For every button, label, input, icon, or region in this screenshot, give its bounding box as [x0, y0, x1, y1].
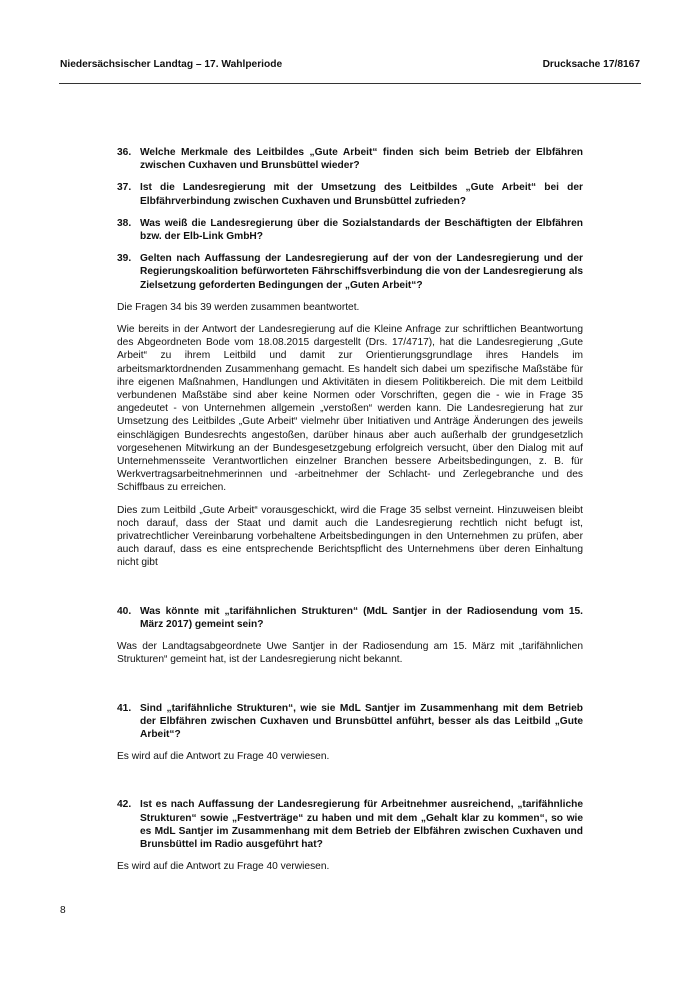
answer-34-39-paragraph-2: Dies zum Leitbild „Gute Arbeit“ vorausgeschickt, wird die Frage 35 selbst verneint. Hinzuweisen bleibt noch darauf, dass der Staat und damit auch die Landesregierung rechtlich nicht befugt ist, privatrechtlicher Vereinbarung vorbehaltene Arbeitsbedingungen in den Unternehmen zu prüfen, aber auch darauf, dass es eine entsprechende Berichtspflicht des Unternehmens über deren Einhaltung nicht gibt — [117, 504, 583, 569]
question-number: 42. — [117, 799, 132, 811]
answer-34-39-intro: Die Fragen 34 bis 39 werden zusammen beantwortet. — [117, 301, 360, 313]
question-number: 41. — [117, 702, 132, 714]
question-number: 38. — [117, 217, 132, 229]
question-text: Ist es nach Auffassung der Landesregierung für Arbeitnehmer ausreichend, „tarifähnliche Strukturen“ sowie „Festverträge“ zu haben und mit dem „Gehalt klar zu kommen“, so wie es MdL Santjer im Zusammenhang mit dem Betrieb der Elbfähren zwischen Cuxhaven und Brunsbüttel im Radio ausgeführt hat? — [140, 799, 583, 850]
spacer — [117, 772, 583, 798]
question-41 — [117, 702, 583, 742]
question-number: 36. — [117, 147, 132, 158]
question-number: 39. — [117, 253, 132, 265]
question-text: Was weiß die Landesregierung über die Sozialstandards der Beschäftigten der Elbfähren bzw. der Elb-Link GmbH? — [140, 217, 583, 243]
question-text: Ist die Landesregierung mit der Umsetzung des Leitbildes „Gute Arbeit“ bei der Elbfährverbindung zwischen Cuxhaven und Brunsbüttel zufrieden? — [140, 182, 583, 207]
question-text: Welche Merkmale des Leitbildes „Gute Arbeit“ finden sich beim Betrieb der Elbfähren zwischen Cuxhaven und Brunsbüttel wieder? — [140, 147, 583, 172]
question-text: Sind „tarifähnliche Strukturen“, wie sie MdL Santjer im Zusammenhang mit dem Betrieb der Elbfähren zwischen Cuxhaven und Brunsbüttel anführt, besser als das Leitbild „Gute Arbeit“? — [140, 702, 583, 740]
document-body — [117, 146, 583, 882]
page-number: 8 — [60, 905, 66, 916]
page-header — [60, 58, 640, 74]
header-document-number: Drucksache 17/8167 — [542, 59, 640, 70]
question-36 — [117, 146, 583, 172]
question-37 — [117, 181, 583, 207]
answer-41: Es wird auf die Antwort zu Frage 40 verwiesen. — [117, 751, 330, 763]
question-42 — [117, 798, 583, 851]
spacer — [117, 579, 583, 605]
question-text: Gelten nach Auffassung der Landesregierung auf der von der Landesregierung und der Regierungskoalition befürworteten Fährschiffsverbindung die von der Landesregierung als Zielsetzung geforderten Bedingungen der „Guten Arbeit“? — [140, 253, 583, 291]
question-39 — [117, 252, 583, 292]
question-number: 40. — [117, 605, 132, 617]
question-number: 37. — [117, 182, 132, 194]
answer-42: Es wird auf die Antwort zu Frage 40 verwiesen. — [117, 861, 330, 873]
answer-40: Was der Landtagsabgeordnete Uwe Santjer in der Radiosendung am 15. März mit „tarifähnlichen Strukturen“ gemeint hat, ist der Landesregierung nicht bekannt. — [117, 641, 583, 666]
header-title: Niedersächsischer Landtag – 17. Wahlperiode — [60, 59, 283, 70]
spacer — [117, 676, 583, 702]
question-38 — [117, 217, 583, 243]
question-40 — [117, 605, 583, 631]
answer-34-39-paragraph-1: Wie bereits in der Antwort der Landesregierung auf die Kleine Anfrage zur schriftlichen Beantwortung des Abgeordneten Bode vom 18.08.2015 dargestellt (Drs. 17/4717), hat die Landesregierung „Gute Arbeit“ zu ihrem Leitbild und damit zur Orientierungsgrundlage ihres Handels im arbeitsmarktordnenden Zusammenhang gemacht. Es handelt sich dabei um spezifische Maßstäbe für ihre eigenen Maßnahmen, Handlungen und Aktivitäten in diesem Politikbereich. Die mit dem Leitbild verbundenen Maßstäbe sind aber keine Normen oder Vorschriften, gegen die - wie in Frage 35 angedeutet - von Unternehmen allgemein „verstoßen“ werden kann. Die Landesregierung hat zur Umsetzung des Leitbildes „Gute Arbeit“ vielmehr über Initiativen und Anträge Änderungen des jeweils einschlägigen Bundesrechts angestoßen, darüber hinaus aber auch außerhalb der grundgesetzlich vorgesehenen Mitwirkung an der Bundesgesetzgebung erfolgreich versucht, über den Dialog mit auf Unternehmensseite Verantwortlichen einzelner Branchen bessere Arbeitsbedingungen, z. B. für Werkvertragsarbeitnehmerinnen und -arbeitnehmer der Schlacht- und Zerlegebranche und des Schiffbaus zu erreichen. — [117, 324, 583, 494]
question-text: Was könnte mit „tarifähnlichen Strukturen“ (MdL Santjer in der Radiosendung vom 15. März 2017) gemeint sein? — [140, 605, 583, 630]
header-divider — [59, 83, 641, 84]
